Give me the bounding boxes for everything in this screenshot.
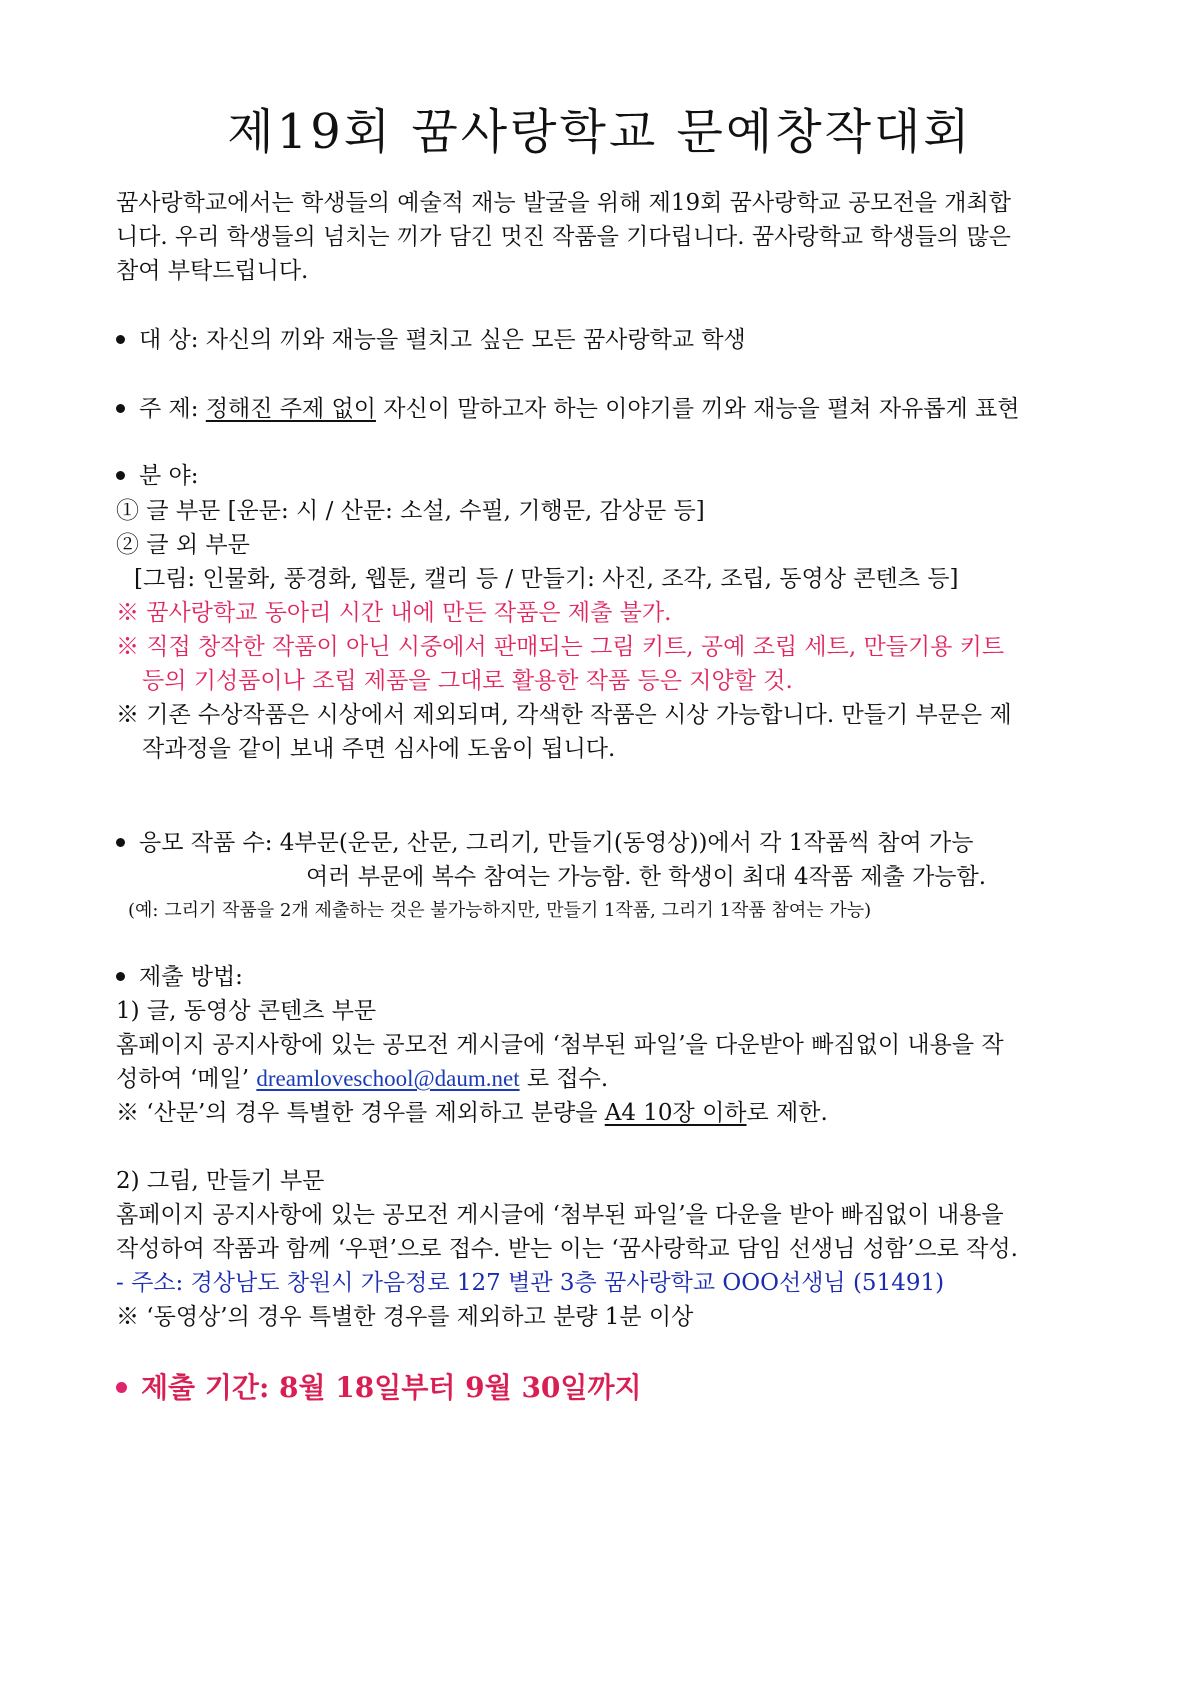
submit-section-2-note: ※ ‘동영상’의 경우 특별한 경우를 제외하고 분량 1분 이상 — [116, 1304, 694, 1330]
field-heading — [116, 461, 1096, 491]
entries-example: (예: 그리기 작품을 2개 제출하는 것은 불가능하지만, 만들기 1작품, 그리기 1작품 참여는 가능) — [128, 900, 872, 921]
entries-line-2: 여러 부문에 복수 참여는 가능함. 한 학생이 최대 4작품 제출 가능함. — [306, 864, 987, 890]
submit-section-2-line-1: 홈페이지 공지사항에 있는 공모전 게시글에 ‘첨부된 파일’을 다운을 받아 빠짐없이 내용을 — [116, 1202, 1004, 1228]
submit-section-1-line-2 — [116, 1064, 1096, 1094]
submit-section-1-note — [116, 1098, 1096, 1128]
bullet-icon — [116, 972, 125, 981]
submit-note-underlined: A4 10장 이하 — [604, 1100, 747, 1126]
submit-email-prefix: 성하여 ‘메일’ — [116, 1066, 257, 1092]
field-note-3a: ※ 기존 수상작품은 시상에서 제외되며, 각색한 작품은 시상 가능합니다. 만들기 부문은 제 — [116, 702, 1012, 728]
submit-email-suffix: 로 접수. — [519, 1066, 609, 1092]
bullet-icon — [116, 335, 125, 344]
submit-note-suffix: 로 제한. — [746, 1100, 828, 1126]
intro-line-1: 꿈사랑학교에서는 학생들의 예술적 재능 발굴을 위해 제19회 꿈사랑학교 공모전을 개최합 — [116, 190, 1011, 216]
theme-rest: 자신이 말하고자 하는 이야기를 끼와 재능을 펼쳐 자유롭게 표현 — [375, 396, 1020, 422]
theme-item — [116, 394, 1096, 424]
bullet-icon — [116, 404, 125, 413]
intro-line-3: 참여 부탁드립니다. — [116, 258, 309, 284]
submit-heading-text: 제출 방법: — [139, 964, 243, 990]
entries-line-1-text: 응모 작품 수: 4부문(운문, 산문, 그리기, 만들기(동영상))에서 각 1작품씩 참여 가능 — [139, 830, 974, 856]
submit-note-prefix: ※ ‘산문’의 경우 특별한 경우를 제외하고 분량을 — [116, 1100, 605, 1126]
deadline — [116, 1370, 1096, 1406]
deadline-text: 제출 기간: 8월 18일부터 9월 30일까지 — [141, 1371, 642, 1404]
target-item — [116, 325, 1096, 355]
theme-underlined: 정해진 주제 없이 — [205, 396, 376, 422]
submit-heading — [116, 962, 1096, 992]
email-link[interactable]: dreamloveschool@daum.net — [256, 1066, 520, 1091]
bullet-icon — [116, 838, 125, 847]
submit-section-2-title: 2) 그림, 만들기 부문 — [116, 1168, 325, 1194]
intro-line-2: 니다. 우리 학생들의 넘치는 끼가 담긴 멋진 작품을 기다립니다. 꿈사랑학교 학생들의 많은 — [116, 224, 1011, 250]
field-note-red-2a: ※ 직접 창작한 작품이 아닌 시중에서 판매되는 그림 키트, 공예 조립 세트, 만들기용 키트 — [116, 634, 1005, 660]
entries-line-1 — [116, 828, 1096, 858]
submit-section-1-line-1: 홈페이지 공지사항에 있는 공모전 게시글에 ‘첨부된 파일’을 다운받아 빠짐없이 내용을 작 — [116, 1032, 1004, 1058]
field-item-1: ① 글 부문 [운문: 시 / 산문: 소설, 수필, 기행문, 감상문 등] — [116, 498, 705, 524]
field-item-2-detail: [그림: 인물화, 풍경화, 웹툰, 캘리 등 / 만들기: 사진, 조각, 조립, 동영상 콘텐츠 등] — [134, 566, 959, 592]
target-text: 대 상: 자신의 끼와 재능을 펼치고 싶은 모든 꿈사랑학교 학생 — [139, 327, 746, 353]
field-item-2: ② 글 외 부문 — [116, 532, 250, 558]
field-heading-text: 분 야: — [139, 463, 199, 489]
submit-section-1-title: 1) 글, 동영상 콘텐츠 부문 — [116, 998, 377, 1024]
field-note-red-1: ※ 꿈사랑학교 동아리 시간 내에 만든 작품은 제출 불가. — [116, 600, 672, 626]
bullet-icon — [116, 1382, 127, 1393]
theme-prefix: 주 제: — [139, 396, 206, 422]
page-title: 제19회 꿈사랑학교 문예창작대회 — [227, 104, 973, 160]
bullet-icon — [116, 471, 125, 480]
mailing-address: - 주소: 경상남도 창원시 가음정로 127 별관 3층 꿈사랑학교 OOO선생님 (51491) — [116, 1270, 945, 1296]
field-note-red-2b: 등의 기성품이나 조립 제품을 그대로 활용한 작품 등은 지양할 것. — [142, 668, 793, 694]
submit-section-2-line-2: 작성하여 작품과 함께 ‘우편’으로 접수. 받는 이는 ‘꿈사랑학교 담임 선생님 성함’으로 작성. — [116, 1236, 1018, 1262]
field-note-3b: 작과정을 같이 보내 주면 심사에 도움이 됩니다. — [142, 736, 616, 762]
